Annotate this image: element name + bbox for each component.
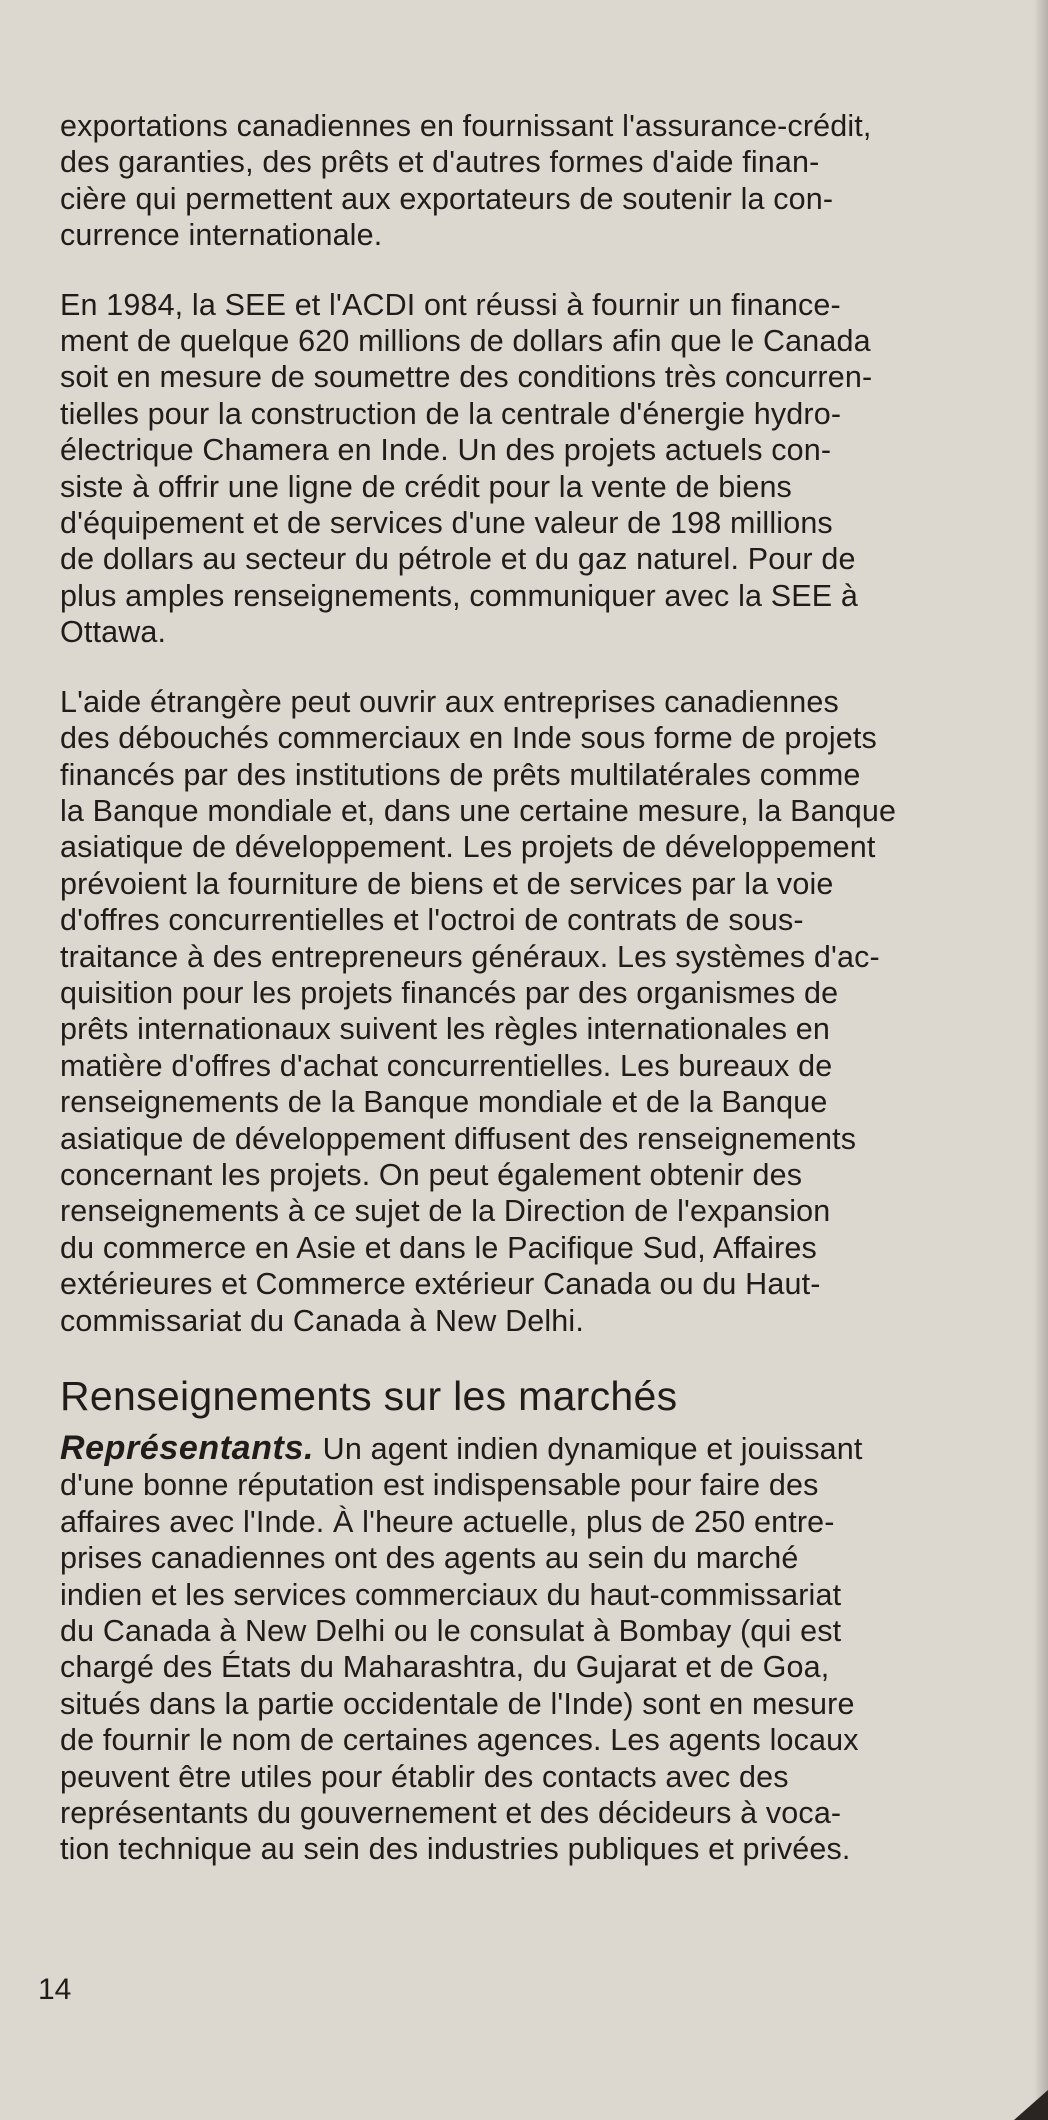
- text-line: asiatique de développement. Les projets de développement: [60, 830, 876, 865]
- text-line: soit en mesure de soumettre des conditions très concurren-: [60, 360, 873, 395]
- text-line: électrique Chamera en Inde. Un des projets actuels con-: [60, 433, 832, 468]
- text-line: renseignements de la Banque mondiale et de la Banque: [60, 1085, 828, 1120]
- text-line: Ottawa.: [60, 615, 167, 650]
- text-line: quisition pour les projets financés par des organismes de: [60, 975, 839, 1010]
- text-line: currence internationale.: [60, 218, 383, 253]
- text-line: représentants du gouvernement et des décideurs à voca-: [60, 1796, 842, 1831]
- text-line: d'équipement et de services d'une valeur de 198 millions: [60, 506, 833, 541]
- text-line: prêts internationaux suivent les règles internationales en: [60, 1012, 830, 1047]
- text-line: d'une bonne réputation est indispensable pour faire des: [60, 1468, 819, 1503]
- text-line: concernant les projets. On peut également obtenir des: [60, 1157, 803, 1192]
- text-line: des débouchés commerciaux en Inde sous forme de projets: [60, 721, 877, 756]
- text-line: indien et les services commerciaux du haut-commissariat: [60, 1577, 842, 1612]
- text-line: du Canada à New Delhi ou le consulat à Bombay (qui est: [60, 1614, 842, 1649]
- text-line: L'aide étrangère peut ouvrir aux entreprises canadiennes: [60, 684, 839, 719]
- text-line: renseignements à ce sujet de la Direction de l'expansion: [60, 1194, 831, 1229]
- text-line: siste à offrir une ligne de crédit pour la vente de biens: [60, 469, 792, 504]
- text-line: peuvent être utiles pour établir des contacts avec des: [60, 1759, 789, 1794]
- paragraph-representants: [60, 1430, 1000, 1868]
- page-number: 14: [38, 1973, 72, 2006]
- text-line: asiatique de développement diffusent des renseignements: [60, 1121, 857, 1156]
- text-line: plus amples renseignements, communiquer avec la SEE à: [60, 578, 858, 613]
- page-corner: [1014, 2090, 1048, 2120]
- text-line: matière d'offres d'achat concurrentielles. Les bureaux de: [60, 1048, 833, 1083]
- text-line: financés par des institutions de prêts multilatérales comme: [60, 757, 861, 792]
- lead-in-text: Un agent indien dynamique et jouissant: [322, 1432, 863, 1466]
- paragraph-foreign-aid: [60, 684, 1000, 1339]
- text-line: tion technique au sein des industries publiques et privées.: [60, 1832, 851, 1867]
- text-line: de fournir le nom de certaines agences. Les agents locaux: [60, 1723, 859, 1758]
- page-edge-shadow: [1034, 0, 1048, 2120]
- text-line: prises canadiennes ont des agents au sein du marché: [60, 1541, 799, 1576]
- text-line: de dollars au secteur du pétrole et du gaz naturel. Pour de: [60, 542, 856, 577]
- paragraph-see-acdi-financing: [60, 287, 1000, 651]
- text-line: cière qui permettent aux exportateurs de soutenir la con-: [60, 181, 834, 216]
- text-line: tielles pour la construction de la centrale d'énergie hydro-: [60, 396, 842, 431]
- section-heading: Renseignements sur les marchés: [60, 1373, 678, 1419]
- text-line: prévoient la fourniture de biens et de services par la voie: [60, 866, 834, 901]
- text-line: affaires avec l'Inde. À l'heure actuelle, plus de 250 entre-: [60, 1504, 835, 1539]
- text-line: traitance à des entrepreneurs généraux. Les systèmes d'ac-: [60, 939, 880, 974]
- text-line: chargé des États du Maharashtra, du Gujarat et de Goa,: [60, 1650, 830, 1685]
- text-line: commissariat du Canada à New Delhi.: [60, 1303, 584, 1338]
- text-line: des garanties, des prêts et d'autres formes d'aide finan-: [60, 145, 820, 180]
- lead-in-term: Représentants.: [60, 1429, 315, 1467]
- text-line: d'offres concurrentielles et l'octroi de contrats de sous-: [60, 903, 804, 938]
- text-line: ment de quelque 620 millions de dollars afin que le Canada: [60, 324, 871, 359]
- text-line: la Banque mondiale et, dans une certaine mesure, la Banque: [60, 793, 897, 828]
- paragraph-export-support: [60, 108, 1000, 254]
- text-line: situés dans la partie occidentale de l'Inde) sont en mesure: [60, 1686, 855, 1721]
- text-line: [60, 1430, 1000, 1467]
- page-content: [60, 108, 1000, 1901]
- text-line: du commerce en Asie et dans le Pacifique Sud, Affaires: [60, 1230, 817, 1265]
- text-line: extérieures et Commerce extérieur Canada ou du Haut-: [60, 1267, 821, 1302]
- text-line: exportations canadiennes en fournissant l'assurance-crédit,: [60, 109, 872, 143]
- text-line: En 1984, la SEE et l'ACDI ont réussi à fournir un finance-: [60, 287, 841, 322]
